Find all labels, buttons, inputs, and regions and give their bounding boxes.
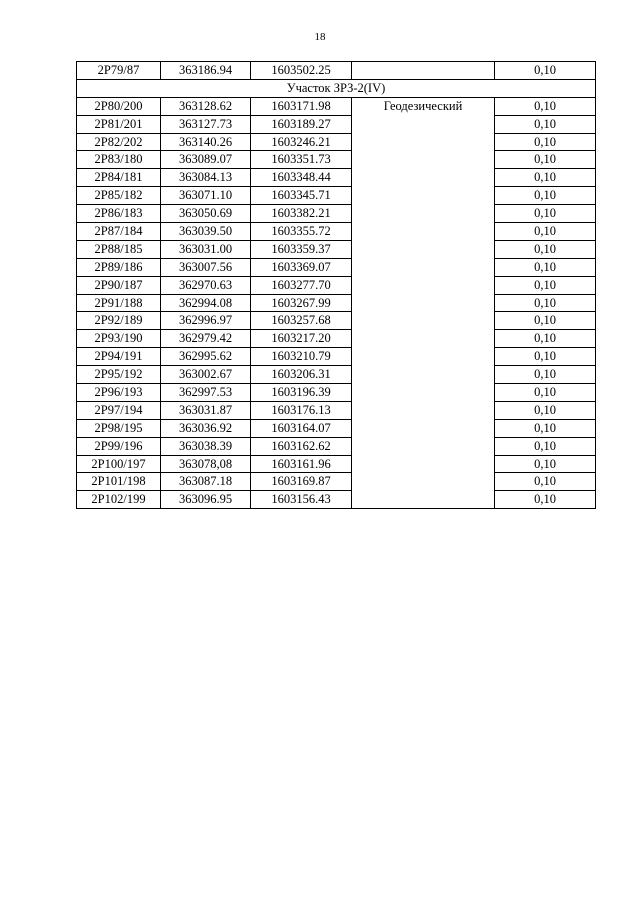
point-cell: 2Р98/195 bbox=[77, 419, 161, 437]
x-coordinate-cell: 362995.62 bbox=[161, 348, 251, 366]
x-coordinate-cell: 363128.62 bbox=[161, 97, 251, 115]
point-cell: 2Р81/201 bbox=[77, 115, 161, 133]
accuracy-cell: 0,10 bbox=[495, 384, 596, 402]
y-coordinate-cell: 1603369.07 bbox=[251, 258, 352, 276]
y-coordinate-cell: 1603382.21 bbox=[251, 205, 352, 223]
table-row bbox=[77, 330, 596, 348]
y-coordinate-cell: 1603169.87 bbox=[251, 473, 352, 491]
y-coordinate-cell: 1603210.79 bbox=[251, 348, 352, 366]
x-coordinate-cell: 362994.08 bbox=[161, 294, 251, 312]
x-coordinate-cell: 363031.00 bbox=[161, 240, 251, 258]
point-cell: 2Р88/185 bbox=[77, 240, 161, 258]
table-row bbox=[77, 366, 596, 384]
y-coordinate-cell: 1603206.31 bbox=[251, 366, 352, 384]
table-row bbox=[77, 187, 596, 205]
point-cell: 2Р89/186 bbox=[77, 258, 161, 276]
point-cell: 2Р93/190 bbox=[77, 330, 161, 348]
y-coordinate-cell: 1603257.68 bbox=[251, 312, 352, 330]
y-coordinate-cell: 1603196.39 bbox=[251, 384, 352, 402]
point-cell: 2Р87/184 bbox=[77, 223, 161, 241]
table-row bbox=[77, 419, 596, 437]
x-coordinate-cell: 363071.10 bbox=[161, 187, 251, 205]
table-row bbox=[77, 276, 596, 294]
table-row bbox=[77, 151, 596, 169]
x-coordinate-cell: 363140.26 bbox=[161, 133, 251, 151]
accuracy-cell: 0,10 bbox=[495, 455, 596, 473]
accuracy-cell: 0,10 bbox=[495, 330, 596, 348]
y-coordinate-cell: 1603189.27 bbox=[251, 115, 352, 133]
table-row bbox=[77, 384, 596, 402]
table-row bbox=[77, 258, 596, 276]
accuracy-cell: 0,10 bbox=[495, 491, 596, 509]
accuracy-cell: 0,10 bbox=[495, 240, 596, 258]
x-coordinate-cell: 362996.97 bbox=[161, 312, 251, 330]
table-row bbox=[77, 169, 596, 187]
method-cell: Геодезический bbox=[352, 97, 495, 508]
accuracy-cell: 0,10 bbox=[495, 62, 596, 80]
point-cell: 2Р90/187 bbox=[77, 276, 161, 294]
accuracy-cell: 0,10 bbox=[495, 473, 596, 491]
table-row bbox=[77, 437, 596, 455]
y-coordinate-cell: 1603161.96 bbox=[251, 455, 352, 473]
accuracy-cell: 0,10 bbox=[495, 151, 596, 169]
x-coordinate-cell: 363186.94 bbox=[161, 62, 251, 80]
accuracy-cell: 0,10 bbox=[495, 437, 596, 455]
table-row bbox=[77, 348, 596, 366]
point-cell: 2Р80/200 bbox=[77, 97, 161, 115]
y-coordinate-cell: 1603267.99 bbox=[251, 294, 352, 312]
table-row bbox=[77, 223, 596, 241]
y-coordinate-cell: 1603156.43 bbox=[251, 491, 352, 509]
y-coordinate-cell: 1603171.98 bbox=[251, 97, 352, 115]
page-number: 18 bbox=[314, 31, 326, 43]
x-coordinate-cell: 363007.56 bbox=[161, 258, 251, 276]
x-coordinate-cell: 362979.42 bbox=[161, 330, 251, 348]
x-coordinate-cell: 363039.50 bbox=[161, 223, 251, 241]
point-cell: 2Р99/196 bbox=[77, 437, 161, 455]
y-coordinate-cell: 1603348.44 bbox=[251, 169, 352, 187]
section-header-row bbox=[77, 79, 596, 97]
accuracy-cell: 0,10 bbox=[495, 419, 596, 437]
x-coordinate-cell: 363031.87 bbox=[161, 401, 251, 419]
table-row bbox=[77, 473, 596, 491]
point-cell: 2Р100/197 bbox=[77, 455, 161, 473]
coordinates-table-body bbox=[77, 62, 596, 509]
y-coordinate-cell: 1603162.62 bbox=[251, 437, 352, 455]
accuracy-cell: 0,10 bbox=[495, 205, 596, 223]
y-coordinate-cell: 1603502.25 bbox=[251, 62, 352, 80]
x-coordinate-cell: 363050.69 bbox=[161, 205, 251, 223]
table-row bbox=[77, 62, 596, 80]
point-cell: 2Р101/198 bbox=[77, 473, 161, 491]
point-cell: 2Р86/183 bbox=[77, 205, 161, 223]
y-coordinate-cell: 1603355.72 bbox=[251, 223, 352, 241]
y-coordinate-cell: 1603217.20 bbox=[251, 330, 352, 348]
point-cell: 2Р97/194 bbox=[77, 401, 161, 419]
section-title: Участок ЗРЗ-2(IV) bbox=[77, 79, 596, 97]
table-row bbox=[77, 205, 596, 223]
point-cell: 2Р83/180 bbox=[77, 151, 161, 169]
accuracy-cell: 0,10 bbox=[495, 187, 596, 205]
accuracy-cell: 0,10 bbox=[495, 258, 596, 276]
method-cell bbox=[352, 62, 495, 80]
point-cell: 2Р94/191 bbox=[77, 348, 161, 366]
table-row bbox=[77, 491, 596, 509]
x-coordinate-cell: 363036.92 bbox=[161, 419, 251, 437]
x-coordinate-cell: 363084.13 bbox=[161, 169, 251, 187]
x-coordinate-cell: 363078,08 bbox=[161, 455, 251, 473]
accuracy-cell: 0,10 bbox=[495, 401, 596, 419]
table-row bbox=[77, 97, 596, 115]
accuracy-cell: 0,10 bbox=[495, 294, 596, 312]
x-coordinate-cell: 363002.67 bbox=[161, 366, 251, 384]
x-coordinate-cell: 363096.95 bbox=[161, 491, 251, 509]
accuracy-cell: 0,10 bbox=[495, 97, 596, 115]
y-coordinate-cell: 1603345.71 bbox=[251, 187, 352, 205]
accuracy-cell: 0,10 bbox=[495, 115, 596, 133]
y-coordinate-cell: 1603164.07 bbox=[251, 419, 352, 437]
point-cell: 2Р84/181 bbox=[77, 169, 161, 187]
table-row bbox=[77, 312, 596, 330]
x-coordinate-cell: 362997.53 bbox=[161, 384, 251, 402]
accuracy-cell: 0,10 bbox=[495, 223, 596, 241]
point-cell: 2Р82/202 bbox=[77, 133, 161, 151]
accuracy-cell: 0,10 bbox=[495, 169, 596, 187]
x-coordinate-cell: 363127.73 bbox=[161, 115, 251, 133]
table-row bbox=[77, 240, 596, 258]
x-coordinate-cell: 363087.18 bbox=[161, 473, 251, 491]
point-cell: 2Р79/87 bbox=[77, 62, 161, 80]
point-cell: 2Р91/188 bbox=[77, 294, 161, 312]
y-coordinate-cell: 1603246.21 bbox=[251, 133, 352, 151]
x-coordinate-cell: 362970.63 bbox=[161, 276, 251, 294]
point-cell: 2Р92/189 bbox=[77, 312, 161, 330]
accuracy-cell: 0,10 bbox=[495, 348, 596, 366]
table-row bbox=[77, 401, 596, 419]
point-cell: 2Р102/199 bbox=[77, 491, 161, 509]
x-coordinate-cell: 363038.39 bbox=[161, 437, 251, 455]
accuracy-cell: 0,10 bbox=[495, 276, 596, 294]
accuracy-cell: 0,10 bbox=[495, 366, 596, 384]
table-row bbox=[77, 133, 596, 151]
accuracy-cell: 0,10 bbox=[495, 133, 596, 151]
point-cell: 2Р85/182 bbox=[77, 187, 161, 205]
y-coordinate-cell: 1603277.70 bbox=[251, 276, 352, 294]
point-cell: 2Р96/193 bbox=[77, 384, 161, 402]
coordinates-table bbox=[76, 61, 596, 509]
y-coordinate-cell: 1603359.37 bbox=[251, 240, 352, 258]
x-coordinate-cell: 363089.07 bbox=[161, 151, 251, 169]
y-coordinate-cell: 1603351.73 bbox=[251, 151, 352, 169]
point-cell: 2Р95/192 bbox=[77, 366, 161, 384]
table-row bbox=[77, 115, 596, 133]
table-row bbox=[77, 294, 596, 312]
accuracy-cell: 0,10 bbox=[495, 312, 596, 330]
y-coordinate-cell: 1603176.13 bbox=[251, 401, 352, 419]
table-row bbox=[77, 455, 596, 473]
